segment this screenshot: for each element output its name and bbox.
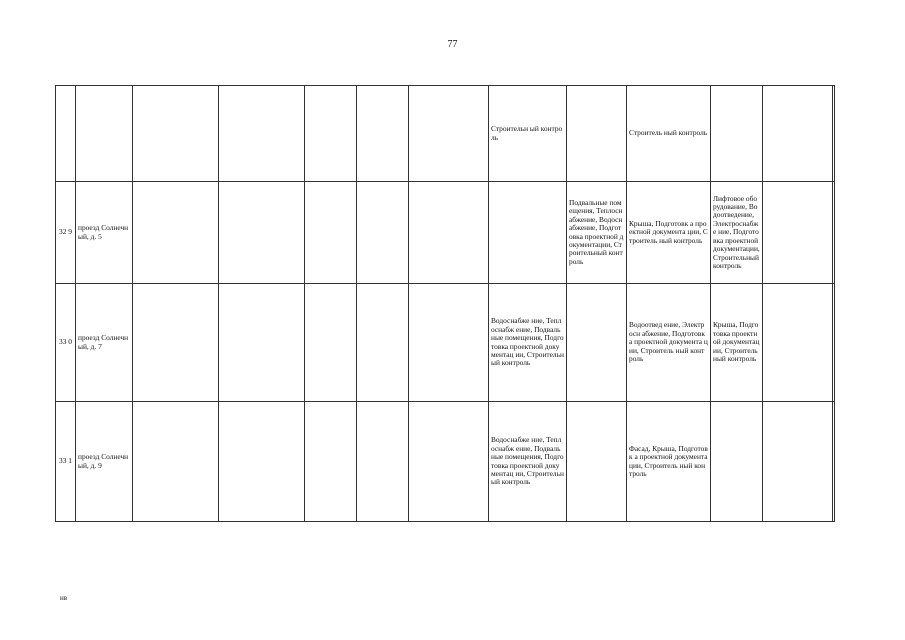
work-cell-col10 bbox=[489, 182, 567, 284]
empty-cell bbox=[833, 86, 835, 182]
work-cell-col12: Фасад, Крыша, Подготовк а проектной документа ции, Строитель ный контроль bbox=[627, 402, 711, 522]
address-cell: проезд Солнечный, д. 5 bbox=[76, 182, 133, 284]
empty-cell bbox=[357, 402, 409, 522]
empty-cell bbox=[833, 284, 835, 402]
empty-cell bbox=[409, 402, 489, 522]
empty-cell bbox=[219, 86, 305, 182]
empty-cell bbox=[219, 182, 305, 284]
repair-schedule-table bbox=[55, 85, 835, 522]
row-number-cell: 33 0 bbox=[56, 284, 76, 402]
empty-cell bbox=[833, 182, 835, 284]
empty-cell bbox=[833, 402, 835, 522]
row-number-cell: 33 1 bbox=[56, 402, 76, 522]
work-cell-col11 bbox=[567, 284, 627, 402]
address-cell bbox=[76, 86, 133, 182]
work-cell-col12: Крыша, Подготовк а проектной документа ции, Строитель ный контроль bbox=[627, 182, 711, 284]
footer-mark: нв bbox=[60, 594, 68, 602]
row-number-cell: 32 9 bbox=[56, 182, 76, 284]
empty-cell bbox=[763, 402, 833, 522]
table-row bbox=[56, 284, 835, 402]
empty-cell bbox=[357, 284, 409, 402]
empty-cell bbox=[133, 402, 219, 522]
empty-cell bbox=[133, 284, 219, 402]
empty-cell bbox=[763, 182, 833, 284]
work-cell-col10: Водоснабже ние, Теплоснабж ение, Подвальные помещения, Подготовка проектной документац ии, Строительн ый контроль bbox=[489, 402, 567, 522]
work-cell-col12: Строитель ный контроль bbox=[627, 86, 711, 182]
empty-cell bbox=[357, 86, 409, 182]
empty-cell bbox=[763, 86, 833, 182]
empty-cell bbox=[763, 284, 833, 402]
work-cell-col13 bbox=[711, 402, 763, 522]
address-cell: проезд Солнечный, д. 9 bbox=[76, 402, 133, 522]
page-number: 77 bbox=[447, 39, 458, 50]
table-row bbox=[56, 402, 835, 522]
table-row bbox=[56, 182, 835, 284]
empty-cell bbox=[305, 86, 357, 182]
work-cell-col10: Водоснабже ние, Теплоснабж ение, Подвальные помещения, Подготовка проектной документац ии, Строительн ый контроль bbox=[489, 284, 567, 402]
work-cell-col13: Лифтовое оборудование, Водоотведение, Электроснабже ние, Подготовка проектной документации, Строительный контроль bbox=[711, 182, 763, 284]
row-number-cell bbox=[56, 86, 76, 182]
empty-cell bbox=[409, 284, 489, 402]
empty-cell bbox=[219, 284, 305, 402]
empty-cell bbox=[305, 402, 357, 522]
work-cell-col10: Строительн ый контроль bbox=[489, 86, 567, 182]
empty-cell bbox=[305, 284, 357, 402]
address-cell: проезд Солнечный, д. 7 bbox=[76, 284, 133, 402]
empty-cell bbox=[133, 86, 219, 182]
empty-cell bbox=[409, 182, 489, 284]
work-cell-col13 bbox=[711, 86, 763, 182]
work-cell-col13: Крыша, Подготовка проектной документации, Строительный контроль bbox=[711, 284, 763, 402]
empty-cell bbox=[357, 182, 409, 284]
work-cell-col11: Подвальные помещения, Теплоснабжение, Водоснабжение, Подготовка проектной документации, Строительный контроль bbox=[567, 182, 627, 284]
work-cell-col11 bbox=[567, 402, 627, 522]
work-cell-col12: Водоотвед ение, Электросн абжение, Подготовк а проектной документа ции, Строитель ный контроль bbox=[627, 284, 711, 402]
empty-cell bbox=[133, 182, 219, 284]
empty-cell bbox=[409, 86, 489, 182]
table-row bbox=[56, 86, 835, 182]
empty-cell bbox=[305, 182, 357, 284]
empty-cell bbox=[219, 402, 305, 522]
work-cell-col11 bbox=[567, 86, 627, 182]
